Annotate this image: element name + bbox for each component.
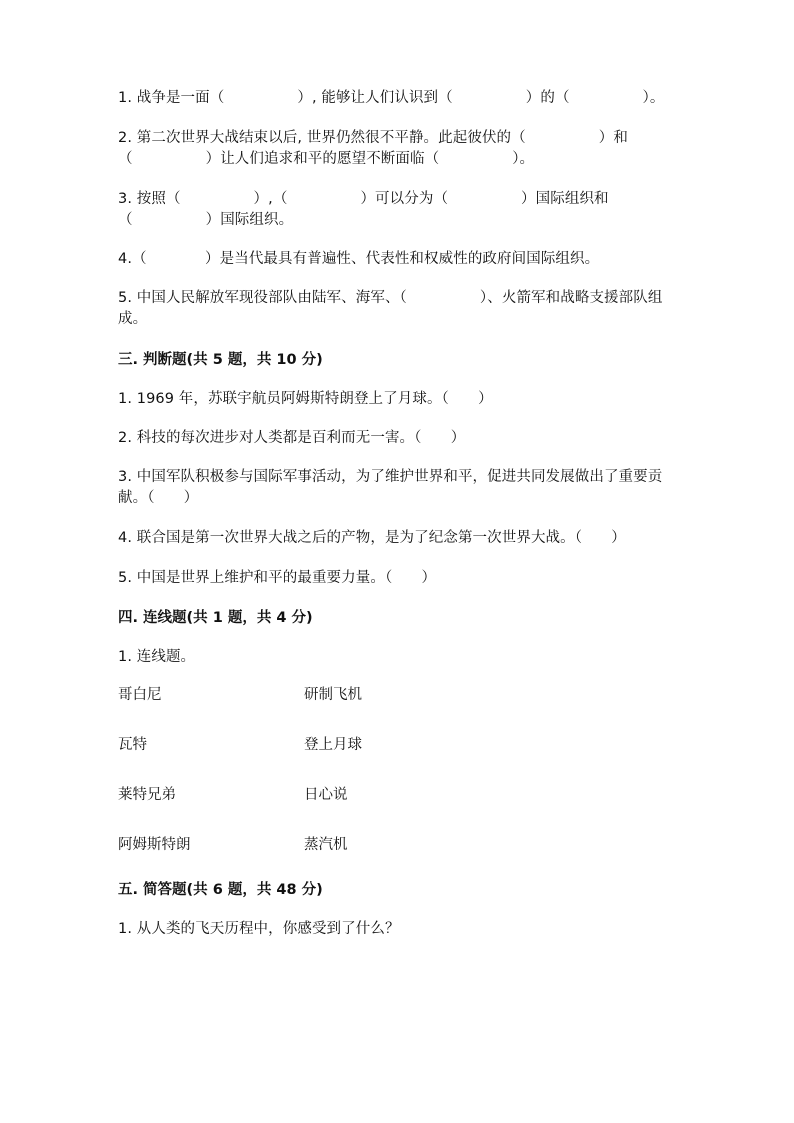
matching-row (118, 685, 678, 706)
matching-row (118, 785, 678, 806)
matching-left-item[interactable]: 瓦特 (118, 737, 147, 753)
fill-question-5: 5. 中国人民解放军现役部队由陆军、海军、（ ）、火箭军和战略支援部队组成。 (118, 290, 663, 327)
matching-question: 1. 连线题。 (118, 649, 196, 665)
judge-question-4: 4. 联合国是第一次世界大战之后的产物，是为了纪念第一次世界大战。（ ） (118, 530, 626, 546)
section-heading-judgement: 三. 判断题(共 5 题，共 10 分) (118, 352, 323, 368)
judge-question-3: 3. 中国军队积极参与国际军事活动，为了维护世界和平，促进共同发展做出了重要贡献。（ ） (118, 469, 663, 506)
judge-question-2: 2. 科技的每次进步对人类都是百利而无一害。（ ） (118, 430, 466, 446)
matching-left-item[interactable]: 哥白尼 (118, 687, 162, 703)
section-heading-short-answer: 五. 简答题(共 6 题，共 48 分) (118, 882, 323, 898)
fill-question-3: 3. 按照（ ）,（ ）可以分为（ ）国际组织和（ ）国际组织。 (118, 191, 609, 228)
section-heading-matching: 四. 连线题(共 1 题，共 4 分) (118, 610, 313, 626)
matching-table (118, 685, 678, 885)
judge-question-5: 5. 中国是世界上维护和平的最重要力量。（ ） (118, 570, 437, 586)
judge-question-1: 1. 1969 年，苏联宇航员阿姆斯特朗登上了月球。（ ） (118, 391, 493, 407)
matching-right-item[interactable]: 蒸汽机 (304, 837, 348, 853)
matching-row (118, 735, 678, 756)
fill-question-1: 1. 战争是一面（ ）, 能够让人们认识到（ ）的（ ）。 (118, 90, 665, 106)
fill-question-4: 4.（ ）是当代最具有普遍性、代表性和权威性的政府间国际组织。 (118, 251, 600, 267)
exam-page (118, 88, 678, 958)
fill-question-2: 2. 第二次世界大战结束以后, 世界仍然很不平静。此起彼伏的（ ）和（ ）让人们追求和平的愿望不断面临（ ）。 (118, 130, 628, 167)
matching-right-item[interactable]: 登上月球 (304, 737, 362, 753)
short-answer-question-1: 1. 从人类的飞天历程中，你感受到了什么？ (118, 921, 400, 937)
matching-right-item[interactable]: 日心说 (304, 787, 348, 803)
matching-left-item[interactable]: 莱特兄弟 (118, 787, 176, 803)
matching-row (118, 835, 678, 856)
matching-right-item[interactable]: 研制飞机 (304, 687, 362, 703)
matching-left-item[interactable]: 阿姆斯特朗 (118, 837, 191, 853)
